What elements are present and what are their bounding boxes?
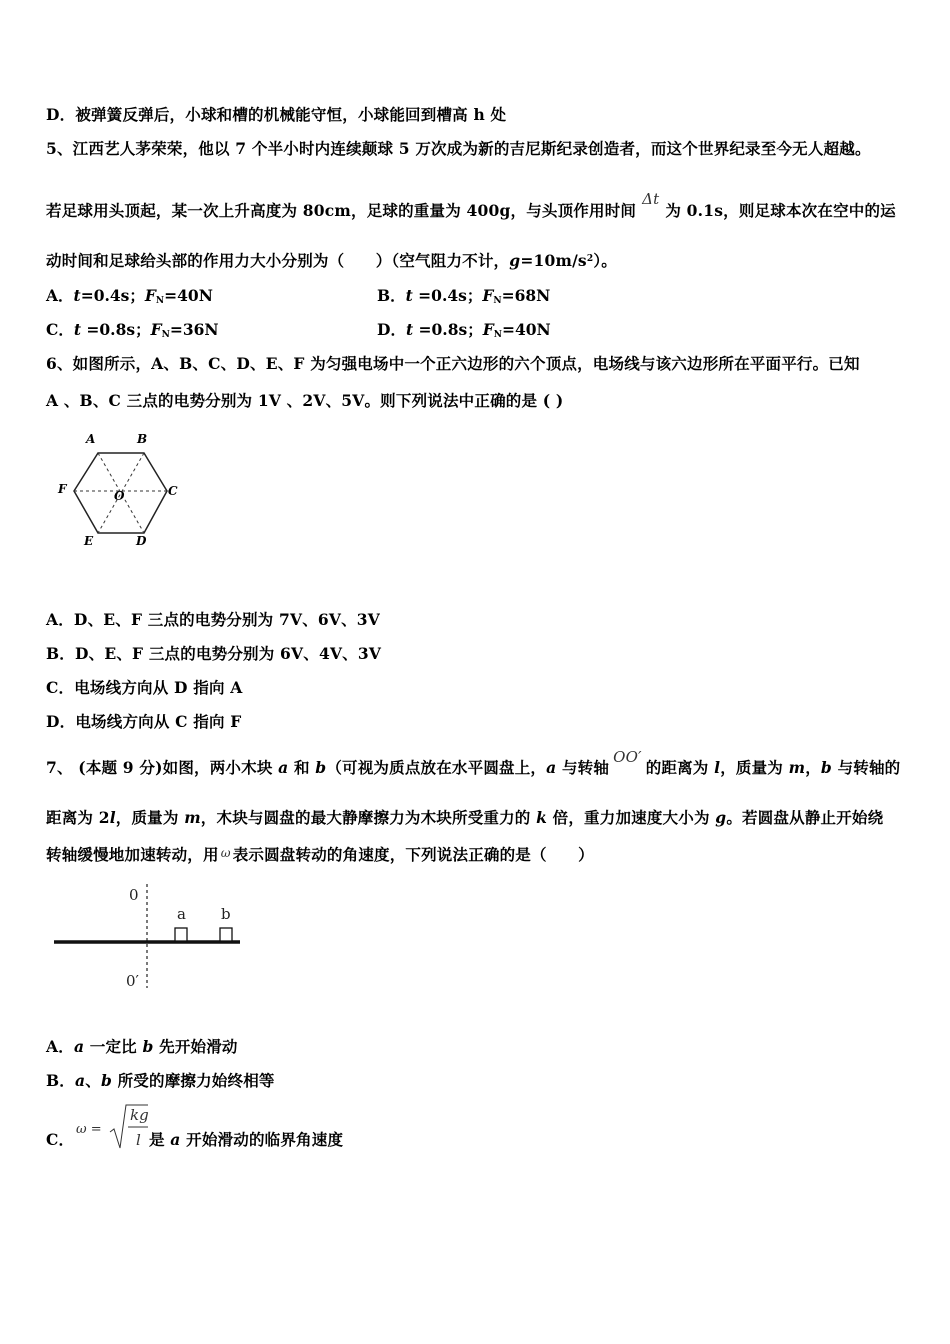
option-label: B．	[377, 286, 406, 305]
axis-label-bottom: 0′	[126, 972, 139, 990]
q5-line-2	[46, 190, 896, 221]
q7-line-2	[46, 806, 883, 828]
n-subscript: N	[155, 296, 165, 306]
t-value: =0.8s；	[81, 320, 151, 339]
l-symbol: l	[109, 808, 116, 827]
q6-option-a: A．D、E、F 三点的电势分别为 7V、6V、3V	[46, 610, 381, 629]
g-symbol: g	[715, 808, 727, 827]
q5-line-3-c: ）。	[593, 251, 617, 270]
b-symbol: b	[820, 758, 832, 777]
option-text: 所受的摩擦力始终相等	[112, 1071, 275, 1090]
l-symbol: l	[714, 758, 721, 777]
omega-symbol: ω	[76, 1122, 87, 1137]
q6-option-b: B．D、E、F 三点的电势分别为 6V、4V、3V	[46, 644, 382, 663]
t-value: =0.4s；	[80, 286, 145, 305]
q7-line-1	[46, 748, 901, 778]
option-label: A．	[46, 286, 74, 305]
omega-symbol: ω	[220, 846, 231, 860]
q7-line-3	[46, 843, 594, 865]
t-symbol: t	[73, 286, 81, 305]
axis-symbol: OO′	[613, 748, 642, 766]
hexagon-figure	[52, 425, 192, 555]
vertex-label-f: F	[58, 482, 67, 496]
q5-option-b	[377, 284, 550, 306]
q7-text: 表示圆盘转动的角速度，下列说法正确的是（ ）	[232, 845, 594, 864]
a-symbol: a	[170, 1130, 181, 1149]
a-symbol: a	[73, 1037, 85, 1056]
block-b	[220, 928, 232, 941]
block-a	[175, 928, 187, 941]
f-symbol: F	[150, 320, 162, 339]
q5-line-2-a: 若足球用头顶起，某一次上升高度为 80cm，足球的重量为 400g，与头顶作用时间	[46, 201, 637, 220]
q6-option-d: D．电场线方向从 C 指向 F	[46, 712, 242, 731]
superscript-2: 2	[586, 254, 594, 264]
q7-option-a	[46, 1035, 238, 1057]
option-label: B．	[46, 1071, 76, 1090]
q7-text: ，木块与圆盘的最大静摩擦力为木块所受重力的	[200, 808, 537, 827]
a-symbol: a	[75, 1071, 86, 1090]
q7-text: 。若圆盘从静止开始绕	[726, 808, 884, 827]
q5-line-3-a: 动时间和足球给头部的作用力大小分别为（ ）（空气阻力不计，	[46, 251, 510, 270]
q7-text: 与转轴	[556, 758, 610, 777]
q7-text: （可视为质点放在水平圆盘上，	[326, 758, 547, 777]
f-value: =40N	[164, 286, 213, 305]
a-symbol: a	[546, 758, 557, 777]
center-label-o: O	[114, 489, 125, 503]
t-symbol: t	[405, 286, 413, 305]
q7-text: 转轴缓慢地加速转动，用	[46, 845, 219, 864]
q7-text: ，质量为	[720, 758, 789, 777]
f-value: =40N	[501, 320, 551, 339]
option-label: C．	[46, 320, 74, 339]
q7-text: 7、 (本题 9 分)如图，两小木块	[46, 758, 279, 777]
block-a-label: a	[177, 905, 186, 923]
f-symbol: F	[482, 320, 494, 339]
q5-option-a	[46, 284, 213, 306]
block-b-label: b	[221, 905, 231, 923]
m-symbol: m	[184, 808, 201, 827]
q7-option-c-label: C．	[46, 1130, 75, 1149]
m-symbol: m	[788, 758, 806, 777]
prev-option-d: D．被弹簧反弹后，小球和槽的机械能守恒，小球能回到槽高 h 处	[46, 105, 507, 124]
b-symbol: b	[315, 758, 327, 777]
option-label: D．	[377, 320, 406, 339]
a-symbol: a	[278, 758, 289, 777]
numerator-kg: kg	[130, 1106, 149, 1124]
n-subscript: N	[493, 330, 502, 340]
q5-option-c	[46, 318, 219, 340]
turntable-figure	[50, 880, 250, 995]
option-text: 是	[149, 1130, 171, 1149]
q7-option-b	[46, 1069, 275, 1091]
f-symbol: F	[144, 286, 156, 305]
n-subscript: N	[161, 330, 170, 340]
vertex-label-a: A	[86, 432, 96, 446]
q6-line-2: A 、B、C 三点的电势分别为 1V 、2V、5V。则下列说法中正确的是 ( )	[46, 391, 564, 410]
q7-text: ，	[805, 758, 821, 777]
t-value: =0.4s；	[412, 286, 483, 305]
q7-text: ，质量为	[115, 808, 185, 827]
b-symbol: b	[100, 1071, 113, 1090]
vertex-label-c: C	[168, 484, 178, 498]
delta-t-symbol: Δt	[642, 190, 660, 208]
q7-text: 与转轴的	[831, 758, 901, 777]
n-subscript: N	[493, 296, 502, 306]
f-value: =36N	[169, 320, 219, 339]
q7-text: 倍，重力加速度大小为	[547, 808, 716, 827]
option-text: 开始滑动的临界角速度	[180, 1130, 344, 1149]
q5-line-3-b: =10m/s	[520, 251, 587, 270]
equals-sign: =	[86, 1122, 102, 1137]
b-symbol: b	[142, 1037, 154, 1056]
q5-line-2-b: 为 0.1s，则足球本次在空中的运	[665, 201, 896, 220]
t-value: =0.8s；	[413, 320, 483, 339]
option-text: 先开始滑动	[153, 1037, 238, 1056]
g-symbol: g	[509, 251, 521, 270]
option-text: 一定比	[84, 1037, 143, 1056]
axis-label-top: 0	[129, 886, 139, 904]
vertex-label-e: E	[84, 534, 94, 548]
q5-line-1: 5、江西艺人茅荣荣，他以 7 个半小时内连续颠球 5 万次成为新的吉尼斯纪录创造者，而这个世界纪录至今无人超越。	[46, 139, 871, 158]
f-value: =68N	[501, 286, 551, 305]
t-symbol: t	[73, 320, 82, 339]
option-text: 、	[85, 1071, 101, 1090]
q6-option-c: C．电场线方向从 D 指向 A	[46, 678, 243, 697]
q5-line-3	[46, 249, 617, 271]
option-label: A．	[46, 1037, 74, 1056]
q7-text: 和	[288, 758, 316, 777]
q5-option-d	[377, 318, 551, 340]
vertex-label-b: B	[137, 432, 148, 446]
k-symbol: k	[536, 808, 548, 827]
q7-option-c-text	[149, 1128, 343, 1150]
q7-text: 距离为 2	[46, 808, 110, 827]
denominator-l: l	[136, 1131, 141, 1149]
vertex-label-d: D	[136, 534, 147, 548]
q7-text: 的距离为	[645, 758, 715, 777]
f-symbol: F	[482, 286, 494, 305]
q6-line-1: 6、如图所示，A、B、C、D、E、F 为匀强电场中一个正六边形的六个顶点，电场线与该六边形所在平面平行。已知	[46, 354, 860, 373]
t-symbol: t	[405, 320, 414, 339]
